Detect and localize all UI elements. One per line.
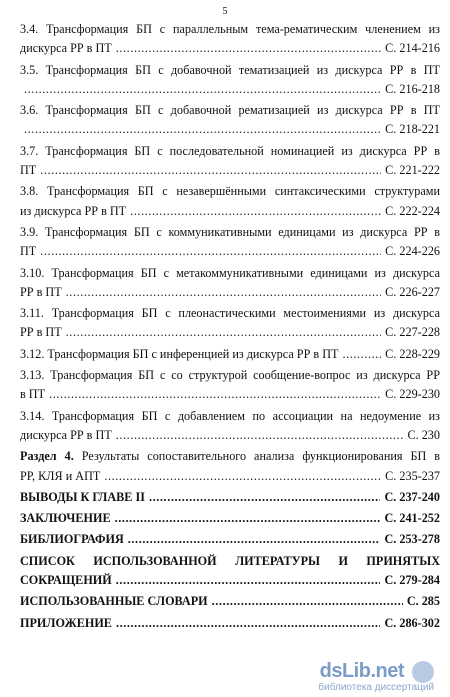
toc-line <box>20 161 440 180</box>
toc-entry-text: ИСПОЛЬЗОВАННЫЕ СЛОВАРИ <box>20 594 208 609</box>
toc-line <box>20 571 440 590</box>
toc-page-range: С. 214-216 <box>385 41 440 56</box>
section-4-label: Раздел 4. <box>20 449 74 464</box>
toc-entry-title: 3.8. Трансформация БП с незавершёнными синтаксическими структурами <box>20 184 440 199</box>
toc-line <box>20 345 440 364</box>
toc-line <box>20 202 440 221</box>
toc-entry <box>20 20 440 59</box>
leader-dots <box>115 509 381 528</box>
toc-entry-text: РР, КЛЯ и АПТ <box>20 468 101 483</box>
leader-dots <box>212 592 403 611</box>
toc-entry <box>20 142 440 181</box>
toc-entry-text: РР в ПТ <box>20 325 62 340</box>
toc-entry-title: 3.14. Трансформация БП с добавлением по ассоциации на недоумение из <box>20 408 440 423</box>
toc-page-range: С. 235-237 <box>385 468 440 483</box>
toc-line <box>20 283 440 302</box>
toc-entry-title: 3.13. Трансформация БП с со структурой сообщение-вопрос из дискурса РР <box>20 368 440 383</box>
toc-entry-chapter <box>20 509 440 528</box>
toc-entry <box>20 223 440 262</box>
toc-entry-chapter <box>20 530 440 549</box>
leader-dots <box>116 426 404 445</box>
toc-page-range: С. 285 <box>406 594 440 609</box>
toc-entry-text: из дискурса РР в ПТ <box>20 203 127 218</box>
toc-entry <box>20 345 440 364</box>
toc-line <box>20 614 440 633</box>
toc-line <box>20 385 440 404</box>
toc-entry-text: в ПТ <box>20 387 46 402</box>
toc-entry-text: СОКРАЩЕНИЙ <box>20 573 112 588</box>
leader-dots <box>116 571 381 590</box>
leader-dots <box>104 467 381 486</box>
section-4-title-text: Результаты сопоставительного анализа функционирования БП в <box>81 449 440 464</box>
watermark-icon <box>412 661 434 683</box>
leader-dots <box>149 488 381 507</box>
toc-line <box>20 80 440 99</box>
leader-dots <box>40 161 381 180</box>
leader-dots <box>66 323 382 342</box>
toc-line <box>20 120 440 139</box>
toc-entry-text: дискурса РР в ПТ <box>20 427 112 442</box>
toc-entry <box>20 304 440 343</box>
toc-entry-title: 3.7. Трансформация БП с последовательной номинацией из дискурса РР в <box>20 143 440 158</box>
toc-page-range: С. 224-226 <box>385 244 440 259</box>
toc-line <box>20 592 440 611</box>
watermark-subtitle: библиотека диссертаций <box>318 682 434 693</box>
toc-entry-text: ПТ <box>20 244 37 259</box>
section-4-title <box>20 447 440 466</box>
toc-entry-section-4 <box>20 447 440 486</box>
toc-entry <box>20 61 440 100</box>
toc-entry-text: БИБЛИОГРАФИЯ <box>20 532 124 547</box>
leader-dots <box>24 120 381 139</box>
leader-dots <box>116 39 381 58</box>
toc-entry-references <box>20 552 440 591</box>
toc-entry <box>20 264 440 303</box>
toc-entry-chapter <box>20 592 440 611</box>
toc-entry-title: 3.9. Трансформация БП с коммуникативными единицами из дискурса РР в <box>20 224 440 239</box>
toc-entry-chapter <box>20 488 440 507</box>
toc-line <box>20 39 440 58</box>
toc-line <box>20 488 440 507</box>
toc-entry-title: 3.11. Трансформация БП с плеонастическими местоимениями из дискурса <box>20 306 440 321</box>
toc-entry-title: 3.10. Трансформация БП с метакоммуникативными единицами из дискурса <box>20 265 440 280</box>
toc-page-range: С. 279-284 <box>384 573 440 588</box>
toc-line <box>20 530 440 549</box>
toc-line <box>20 242 440 261</box>
toc-page-range: С. 226-227 <box>385 284 440 299</box>
toc-entry-title: 3.4. Трансформация БП с параллельным тема-рематическим членением из <box>20 22 440 36</box>
toc-entry-chapter <box>20 614 440 633</box>
toc-entry-text: 3.12. Трансформация БП с инференцией из дискурса РР в ПТ <box>20 346 339 361</box>
page-number: 5 <box>222 6 228 17</box>
leader-dots <box>24 80 381 99</box>
toc-page-range: С. 253-278 <box>384 532 440 547</box>
toc-line <box>20 323 440 342</box>
toc-entry-title: 3.6. Трансформация БП с добавочной рематизацией из дискурса РР в ПТ <box>20 103 440 118</box>
toc-entry <box>20 366 440 405</box>
leader-dots <box>66 283 382 302</box>
toc-page-range: С. 230 <box>407 427 440 442</box>
leader-dots <box>116 614 381 633</box>
toc-entry-text: РР в ПТ <box>20 284 62 299</box>
watermark <box>318 660 434 693</box>
toc-entry-text: ЗАКЛЮЧЕНИЕ <box>20 511 111 526</box>
toc-entry <box>20 182 440 221</box>
toc-page-range: С. 227-228 <box>385 325 440 340</box>
references-title: СПИСОК ИСПОЛЬЗОВАННОЙ ЛИТЕРАТУРЫ И ПРИНЯТЫХ <box>20 553 440 568</box>
leader-dots <box>342 345 381 364</box>
toc-page-range: С. 228-229 <box>385 346 440 361</box>
toc-line <box>20 509 440 528</box>
toc-entry-text: ПТ <box>20 163 37 178</box>
toc-entry <box>20 407 440 446</box>
toc-line <box>20 426 440 445</box>
toc-entry-text: ПРИЛОЖЕНИЕ <box>20 615 112 630</box>
toc-page-range: С. 218-221 <box>385 122 440 137</box>
leader-dots <box>128 530 381 549</box>
toc-page-range: С. 241-252 <box>384 511 440 526</box>
leader-dots <box>130 202 381 221</box>
watermark-logo: dsLib.net <box>319 660 404 682</box>
toc-entry <box>20 101 440 140</box>
toc-entry-text: ВЫВОДЫ К ГЛАВЕ II <box>20 489 145 504</box>
toc-entry-title: 3.5. Трансформация БП с добавочной тематизацией из дискурса РР в ПТ <box>20 62 440 77</box>
toc-page-range: С. 222-224 <box>385 203 440 218</box>
toc-page-range: С. 229-230 <box>385 387 440 402</box>
toc-page-range: С. 221-222 <box>385 163 440 178</box>
table-of-contents <box>20 20 440 635</box>
toc-page-range: С. 216-218 <box>385 81 440 96</box>
leader-dots <box>40 242 381 261</box>
leader-dots <box>49 385 381 404</box>
toc-page-range: С. 237-240 <box>384 489 440 504</box>
toc-entry-text: дискурса РР в ПТ <box>20 41 112 56</box>
toc-line <box>20 467 440 486</box>
toc-page-range: С. 286-302 <box>384 615 440 630</box>
